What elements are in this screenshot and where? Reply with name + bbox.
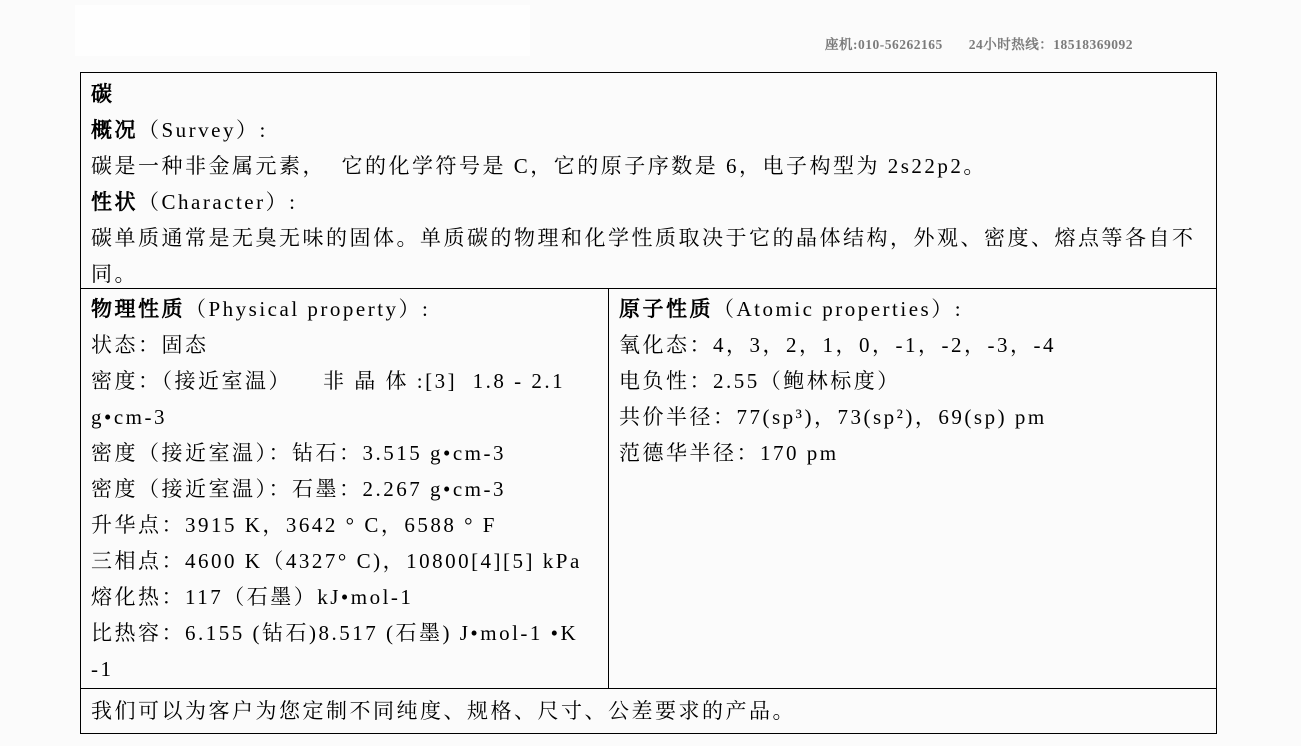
product-info-table xyxy=(80,72,1217,734)
properties-section xyxy=(81,288,1216,688)
character-label: 性状 xyxy=(91,190,138,214)
property-line-heat-fusion: 熔化热：117（石墨）kJ•mol-1 xyxy=(91,585,414,609)
element-title: 碳 xyxy=(91,82,115,106)
landline-number: 座机:010-56262165 xyxy=(825,37,943,52)
atomic-heading xyxy=(619,291,1206,327)
survey-heading xyxy=(91,112,1206,148)
character-text: 碳单质通常是无臭无味的固体。单质碳的物理和化学性质取决于它的晶体结构，外观、密度、熔点等各自不同。 xyxy=(91,226,1196,286)
atomic-label-en: （Atomic properties）: xyxy=(713,297,964,321)
hotline-number: 24小时热线：18518369092 xyxy=(968,37,1133,52)
survey-label-en: （Survey）: xyxy=(138,118,268,142)
survey-label: 概况 xyxy=(91,118,138,142)
custom-note-text: 我们可以为客户为您定制不同纯度、规格、尺寸、公差要求的产品。 xyxy=(91,699,796,723)
atomic-properties-cell xyxy=(608,289,1216,688)
property-line-sublimation: 升华点：3915 K，3642 ° C，6588 ° F xyxy=(91,513,497,537)
character-label-en: （Character）: xyxy=(138,190,298,214)
property-line-density-diamond: 密度（接近室温）：钻石：3.515 g•cm-3 xyxy=(91,441,506,465)
property-line-covalent-radius: 共价半径：77(sp³)，73(sp²)，69(sp) pm xyxy=(619,405,1047,429)
physical-label-en: （Physical property）: xyxy=(185,297,431,321)
physical-properties-cell xyxy=(81,289,608,688)
contact-header xyxy=(825,33,1133,53)
property-line-triple-point: 三相点：4600 K（4327° C)，10800[4][5] kPa xyxy=(91,549,582,573)
physical-label: 物理性质 xyxy=(91,297,185,321)
property-line-density-amorphous: 密度：（接近室温） 非 晶 体 :[3] 1.8 - 2.1 xyxy=(91,369,566,393)
property-line-electronegativity: 电负性：2.55（鲍林标度） xyxy=(619,369,901,393)
company-logo-placeholder xyxy=(75,5,530,56)
custom-note-row xyxy=(81,688,1216,733)
property-line-density-graphite: 密度（接近室温）：石墨：2.267 g•cm-3 xyxy=(91,477,506,501)
property-line-oxidation-states: 氧化态：4，3，2，1，0，-1，-2，-3，-4 xyxy=(619,333,1056,357)
property-line-heat-capacity-cont: -1 xyxy=(91,657,114,681)
physical-heading xyxy=(91,291,598,327)
character-heading xyxy=(91,184,1206,220)
atomic-label: 原子性质 xyxy=(619,297,713,321)
survey-text: 碳是一种非金属元素， 它的化学符号是 C，它的原子序数是 6，电子构型为 2s22p2。 xyxy=(91,154,987,178)
property-line-state: 状态：固态 xyxy=(91,333,209,357)
property-line-heat-capacity: 比热容：6.155 (钻石)8.517 (石墨) J•mol-1 •K xyxy=(91,621,579,645)
property-line-density-unit: g•cm-3 xyxy=(91,405,168,429)
property-line-vdw-radius: 范德华半径：170 pm xyxy=(619,441,839,465)
intro-section xyxy=(81,73,1216,288)
